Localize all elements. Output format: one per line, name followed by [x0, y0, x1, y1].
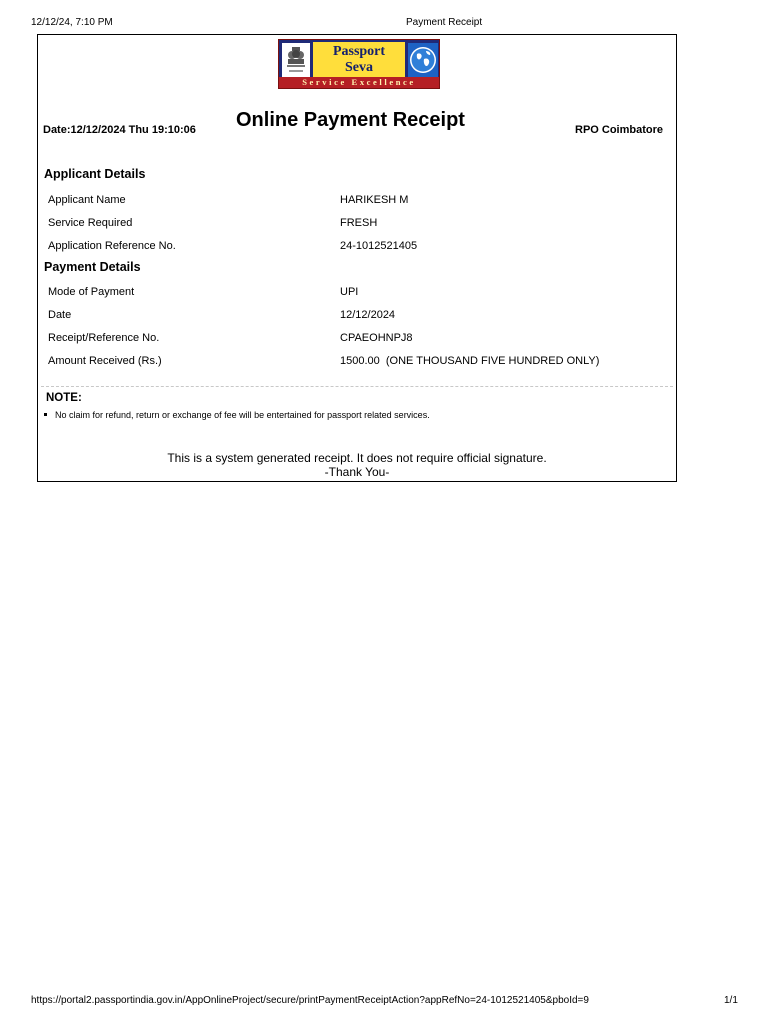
payment-details-heading: Payment Details	[44, 260, 141, 274]
logo-line-seva: Seva	[345, 60, 373, 75]
print-header-title: Payment Receipt	[406, 17, 483, 28]
receipt-office: RPO Coimbatore	[575, 124, 664, 136]
receipt-ref-value: CPAEOHNPJ8	[340, 332, 413, 344]
bullet-icon	[44, 413, 47, 416]
applicant-name-label: Applicant Name	[48, 194, 126, 206]
national-emblem-icon	[282, 43, 310, 77]
note-item: No claim for refund, return or exchange of fee will be entertained for passport related services.	[55, 410, 430, 420]
receipt-container	[37, 34, 677, 482]
note-heading: NOTE:	[46, 392, 82, 404]
receipt-ref-label: Receipt/Reference No.	[48, 332, 160, 344]
payment-mode-label: Mode of Payment	[48, 286, 135, 298]
applicant-details-heading: Applicant Details	[44, 167, 146, 181]
system-generated-notice: This is a system generated receipt. It does not require official signature.	[167, 451, 547, 465]
logo-tagline: Service Excellence	[279, 77, 439, 88]
logo-line-passport: Passport	[332, 44, 386, 59]
thank-you-text: -Thank You-	[324, 465, 390, 479]
applicant-name-value: HARIKESH M	[340, 194, 409, 206]
payment-date-value: 12/12/2024	[340, 309, 396, 321]
section-divider	[41, 386, 673, 387]
receipt-date: Date:12/12/2024 Thu 19:10:06	[43, 124, 196, 136]
service-required-value: FRESH	[340, 217, 378, 229]
application-ref-value: 24-1012521405	[340, 240, 418, 252]
logo-wordmark	[313, 42, 405, 78]
payment-mode-value: UPI	[340, 286, 359, 298]
print-footer-page-number: 1/1	[724, 995, 738, 1006]
payment-date-label: Date	[48, 309, 72, 321]
amount-received-value: 1500.00 (ONE THOUSAND FIVE HUNDRED ONLY)	[340, 355, 600, 367]
application-ref-label: Application Reference No.	[48, 240, 176, 252]
receipt-title: Online Payment Receipt	[236, 109, 465, 131]
print-header-datetime: 12/12/24, 7:10 PM	[31, 17, 113, 28]
passport-seva-logo	[278, 39, 440, 89]
service-required-label: Service Required	[48, 217, 133, 229]
print-footer-url: https://portal2.passportindia.gov.in/AppOnlineProject/secure/printPaymentReceiptAction?appRefNo=24-1012521405&pboId=9	[31, 995, 589, 1006]
globe-icon	[408, 43, 438, 77]
amount-received-label: Amount Received (Rs.)	[48, 355, 162, 367]
